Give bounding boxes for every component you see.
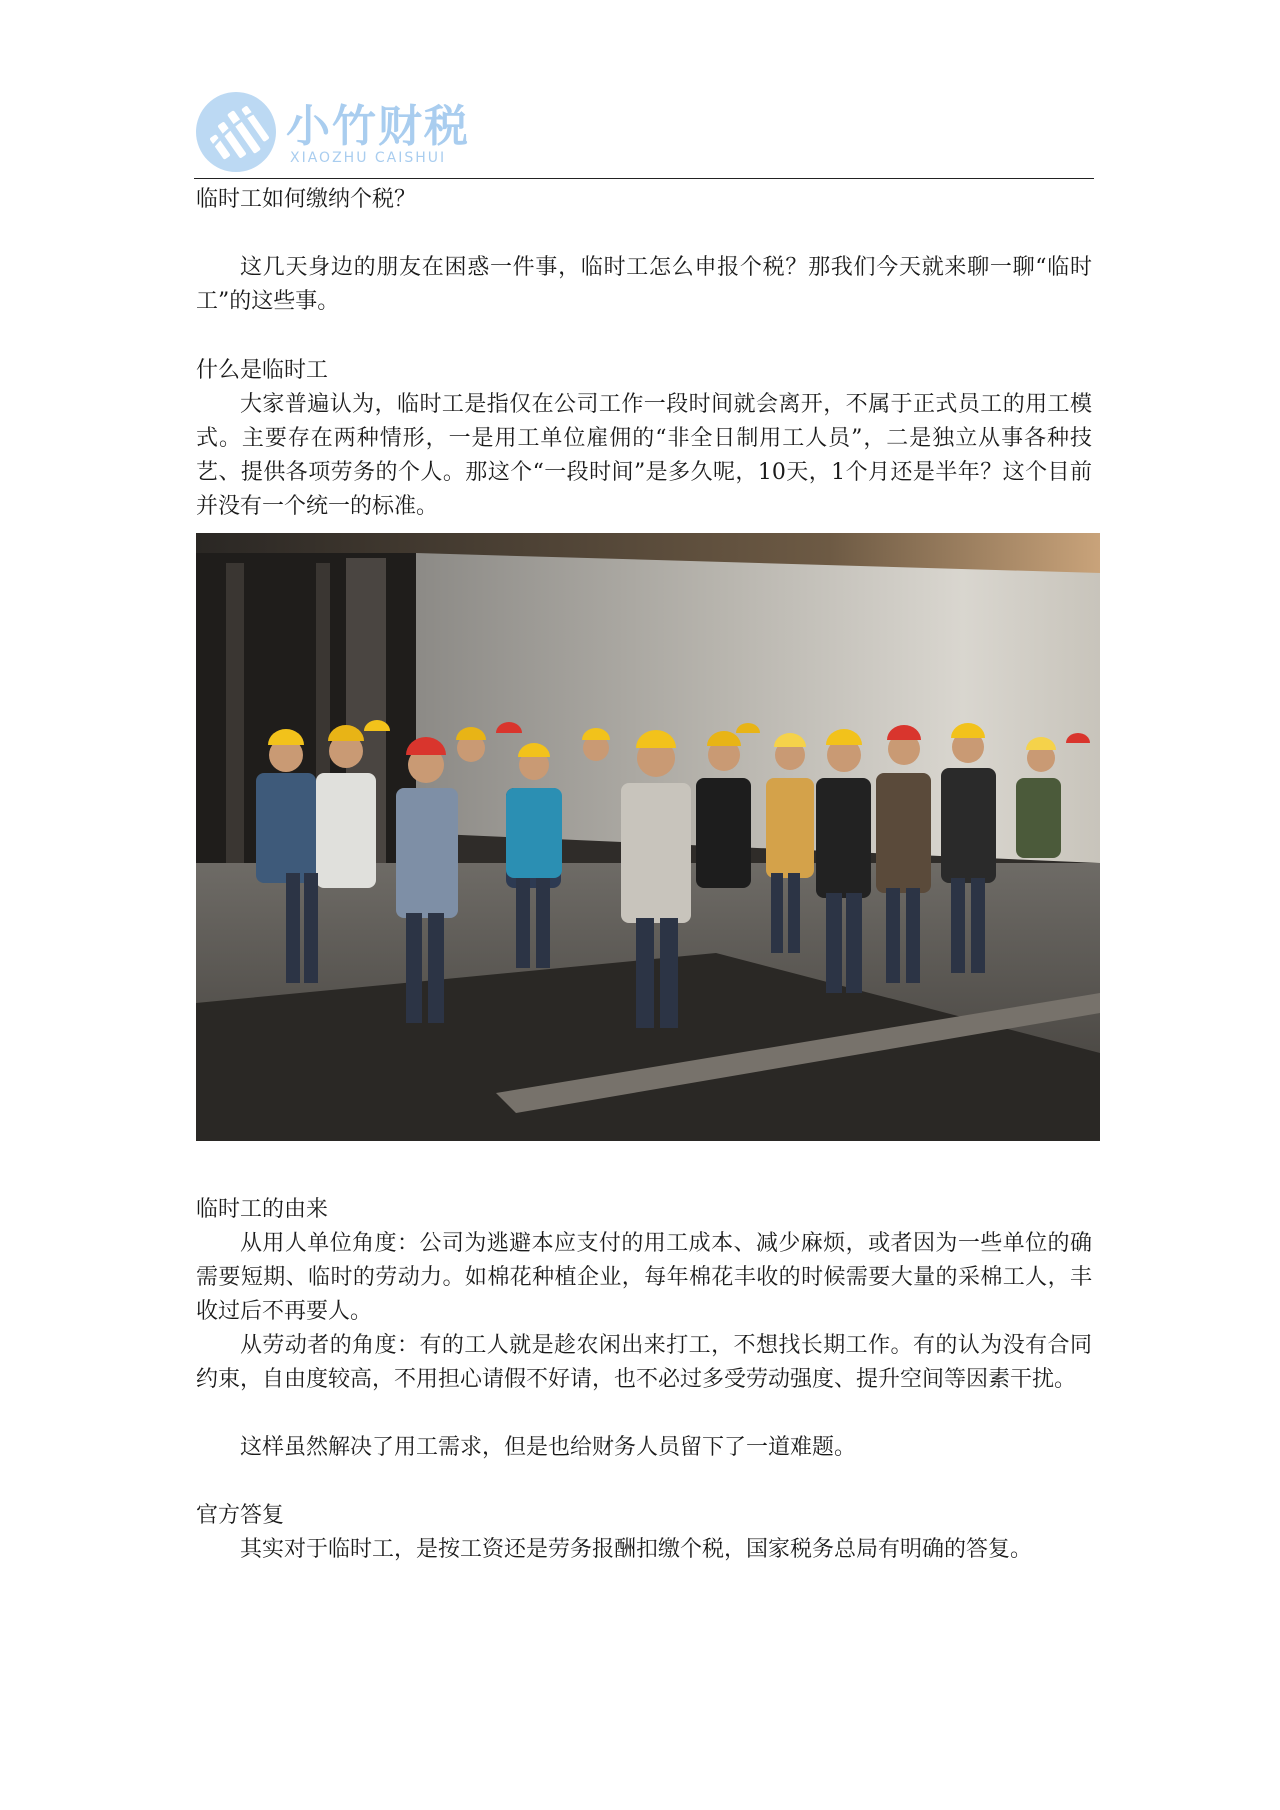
section-paragraph: 其实对于临时工，是按工资还是劳务报酬扣缴个税，国家税务总局有明确的答复。 [240,1537,1033,1562]
logo-name-en: XIAOZHU CAISHUI [290,150,447,166]
section-heading: 什么是临时工 [196,358,329,383]
article-title: 临时工如何缴纳个税？ [196,187,417,212]
section-paragraph: 从用人单位角度：公司为逃避本应支付的用工成本、减少麻烦，或者因为一些单位的确需要短期、临时的劳动力。如棉花种植企业，每年棉花丰收的时候需要大量的采棉工人，丰收过后不再要人。 [196,1231,1092,1324]
section-heading: 官方答复 [196,1503,285,1528]
construction-workers-photo [196,533,1100,1141]
section-paragraph: 这样虽然解决了用工需求，但是也给财务人员留下了一道难题。 [240,1435,857,1460]
section-heading: 临时工的由来 [196,1197,329,1222]
logo-name-cn: 小竹财税 [286,101,470,152]
photo-illustration [196,533,1100,1141]
section-paragraph: 大家普遍认为，临时工是指仅在公司工作一段时间就会离开，不属于正式员工的用工模式。主要存在两种情形，一是用工单位雇佣的“非全日制用工人员”，二是独立从事各种技艺、提供各项劳务的个人。那这个“一段时间”是多久呢，10天，1个月还是半年？这个目前并没有一个统一的标准。 [196,392,1092,519]
section-paragraph: 从劳动者的角度：有的工人就是趁农闲出来打工，不想找长期工作。有的认为没有合同约束，自由度较高，不用担心请假不好请，也不必过多受劳动强度、提升空间等因素干扰。 [196,1333,1092,1392]
intro-paragraph: 这几天身边的朋友在困惑一件事，临时工怎么申报个税？那我们今天就来聊一聊“临时工”的这些事。 [196,255,1092,314]
bamboo-logo-icon [194,90,278,174]
brand-logo [194,88,494,180]
header-divider [194,178,1094,179]
